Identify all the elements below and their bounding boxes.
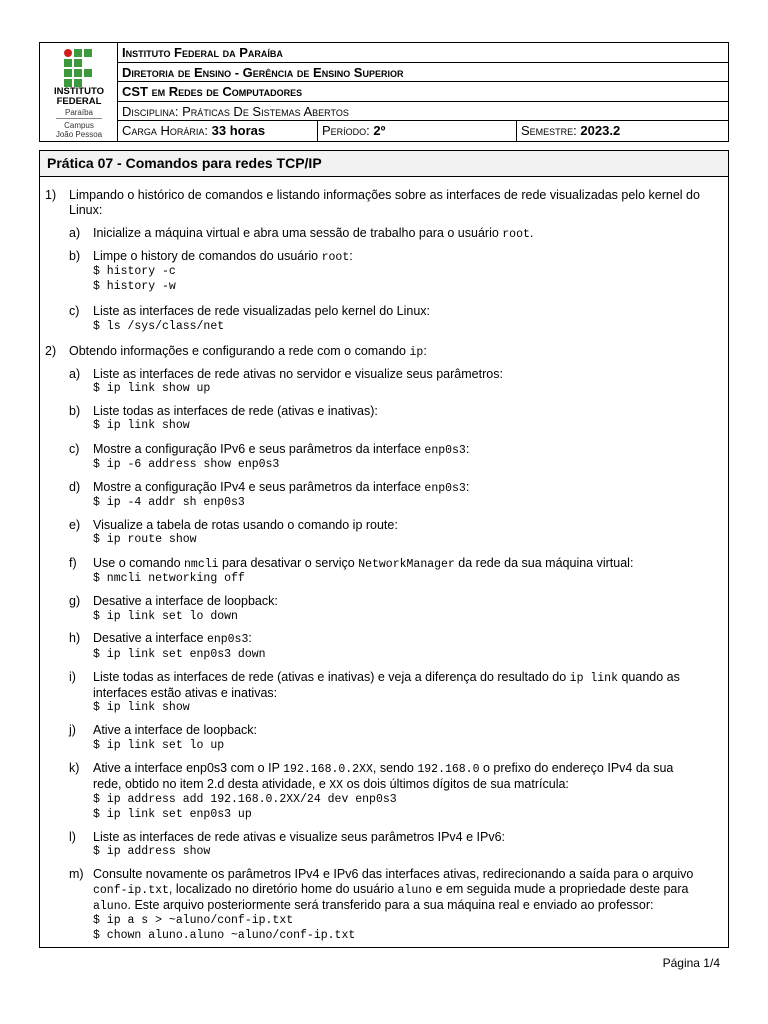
item-letter: m) — [69, 867, 84, 881]
item-letter: k) — [69, 761, 80, 775]
header-period: Período: 2º — [317, 121, 516, 141]
item-text: Consulte novamente os parâmetros IPv4 e IPv6 das interfaces ativas, redirecionando a saída para o arquivo conf-ip.txt, localizado no diretório home do usuário aluno e em seguida mude a propriedade deste para aluno. Este arquivo posteriormente será transferido para a sua máquina real e enviado ao professor: — [93, 867, 694, 913]
item-letter: g) — [69, 594, 81, 608]
item-text: Mostre a configuração IPv4 e seus parâmetros da interface enp0s3: — [93, 480, 470, 495]
header-semester: Semestre: 2023.2 — [516, 121, 730, 141]
item-text: Use o comando nmcli para desativar o serviço NetworkManager da rede da sua máquina virtual: — [93, 556, 634, 571]
section-heading: Obtendo informações e configurando a rede com o comando ip: — [69, 344, 427, 359]
item-letter: j) — [69, 723, 76, 737]
command-line: $ ip a s > ~aluno/conf-ip.txt — [93, 914, 294, 927]
command-line: $ ip link show up — [93, 382, 211, 395]
command-line: $ ip -6 address show enp0s3 — [93, 458, 280, 471]
item-text: Liste as interfaces de rede ativas e visualize seus parâmetros IPv4 e IPv6: — [93, 830, 506, 844]
item-letter: e) — [69, 518, 81, 532]
item-text: Liste todas as interfaces de rede (ativas e inativas) e veja a diferença do resultado do ip link quando as interfaces estão ativas e inativas: — [93, 670, 680, 700]
page-number: Página 1/4 — [662, 956, 720, 970]
command-line: $ history -w — [93, 280, 176, 293]
practice-title: Prática 07 - Comandos para redes TCP/IP — [40, 151, 728, 177]
item-letter: d) — [69, 480, 81, 494]
item-text: Desative a interface enp0s3: — [93, 631, 252, 646]
item-letter: h) — [69, 631, 81, 645]
section-number: 1) — [45, 188, 57, 202]
section-number: 2) — [45, 344, 57, 358]
logo-campus: Campus João Pessoa — [55, 121, 103, 139]
item-text: Liste as interfaces de rede ativas no servidor e visualize seus parâmetros: — [93, 367, 503, 381]
item-letter: b) — [69, 404, 81, 418]
logo-divider — [56, 118, 102, 119]
institution-logo — [40, 43, 118, 141]
command-line: $ chown aluno.aluno ~aluno/conf-ip.txt — [93, 929, 356, 942]
item-letter: c) — [69, 304, 80, 318]
item-text: Mostre a configuração IPv6 e seus parâmetros da interface enp0s3: — [93, 442, 470, 457]
command-line: $ ip link set enp0s3 up — [93, 808, 252, 821]
command-line: $ history -c — [93, 265, 176, 278]
item-text: Inicialize a máquina virtual e abra uma sessão de trabalho para o usuário root. — [93, 226, 534, 241]
item-letter: f) — [69, 556, 77, 570]
command-line: $ ip link show — [93, 701, 190, 714]
item-text: Ative a interface de loopback: — [93, 723, 257, 737]
document-header — [39, 42, 729, 142]
command-line: $ ip address show — [93, 845, 211, 858]
logo-state: Paraíba — [64, 108, 94, 117]
item-text: Liste todas as interfaces de rede (ativas e inativas): — [93, 404, 378, 418]
logo-name: INSTITUTO FEDERAL — [54, 86, 104, 107]
item-text: Visualize a tabela de rotas usando o comando ip route: — [93, 518, 398, 532]
section-heading: Limpando o histórico de comandos e listando informações sobre as interfaces de rede visualizadas pelo kernel do Linux: — [69, 188, 700, 217]
command-line: $ ls /sys/class/net — [93, 320, 225, 333]
item-text: Desative a interface de loopback: — [93, 594, 278, 608]
ifpb-logo-icon — [64, 49, 94, 87]
command-line: $ ip -4 addr sh enp0s3 — [93, 496, 245, 509]
header-workload: Carga Horária: 33 horas — [122, 123, 266, 139]
item-letter: i) — [69, 670, 76, 684]
command-line: $ nmcli networking off — [93, 572, 245, 585]
item-text: Liste as interfaces de rede visualizadas pelo kernel do Linux: — [93, 304, 431, 318]
item-letter: l) — [69, 830, 76, 844]
item-letter: a) — [69, 226, 81, 240]
item-text: Ative a interface enp0s3 com o IP 192.168.0.2XX, sendo 192.168.0 o prefixo do endereço IPv4 da sua rede, obtido no item 2.d desta atividade, e XX os dois últimos dígitos de sua matrícula: — [93, 761, 674, 792]
header-course: CST em Redes de Computadores — [118, 82, 728, 102]
item-letter: b) — [69, 249, 81, 263]
item-text: Limpe o history de comandos do usuário root: — [93, 249, 353, 264]
command-line: $ ip link set lo up — [93, 739, 225, 752]
item-letter: c) — [69, 442, 80, 456]
command-line: $ ip link set lo down — [93, 610, 238, 623]
header-directorate: Diretoria de Ensino - Gerência de Ensino Superior — [118, 63, 728, 83]
command-line: $ ip address add 192.168.0.2XX/24 dev enp0s3 — [93, 793, 397, 806]
command-line: $ ip link set enp0s3 down — [93, 648, 266, 661]
header-discipline: Disciplina: Práticas De Sistemas Abertos — [118, 102, 728, 122]
command-line: $ ip route show — [93, 533, 197, 546]
header-info-row — [118, 121, 728, 141]
command-line: $ ip link show — [93, 419, 190, 432]
item-letter: a) — [69, 367, 81, 381]
header-institution: Instituto Federal da Paraíba — [118, 43, 728, 63]
